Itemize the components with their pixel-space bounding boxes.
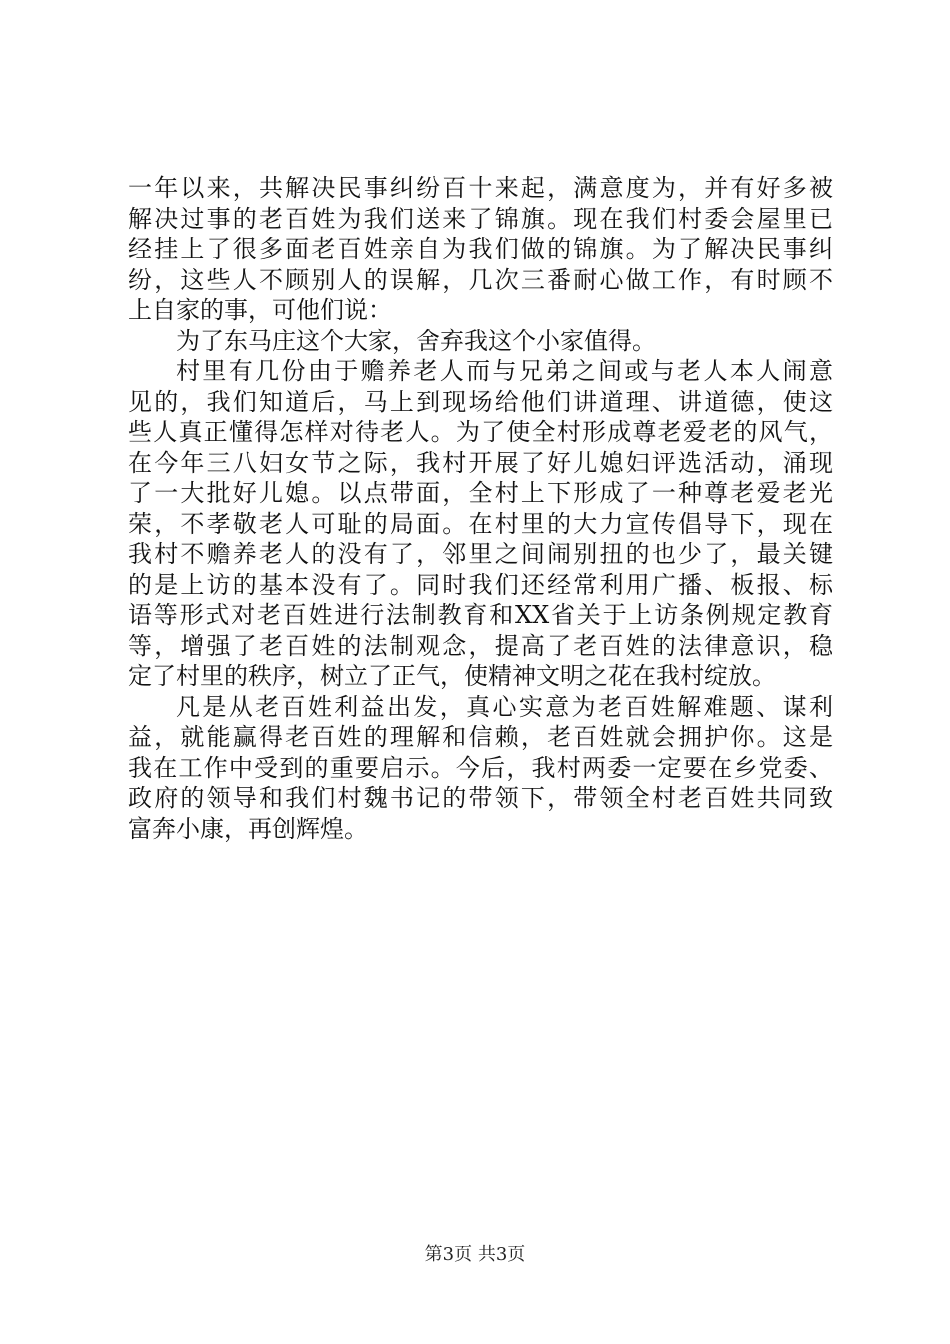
text-line: 了一大批好儿媳。以点带面，全村上下形成了一种尊老爱老光 [128, 479, 833, 507]
document-body [128, 173, 833, 844]
text-line: 为了东马庄这个大家，舍弃我这个小家值得。 [176, 326, 656, 355]
paragraph-2 [128, 326, 833, 357]
text-line: 在今年三八妇女节之际，我村开展了好儿媳妇评选活动，涌现 [128, 448, 833, 477]
text-line: 见的，我们知道后，马上到现场给他们讲道理、讲道德，使这 [128, 387, 833, 416]
text-line: 语等形式对老百姓进行法制教育和XX省关于上访条例规定教育 [128, 601, 833, 629]
text-line: 我村不赡养老人的没有了，邻里之间闹别扭的也少了，最关键 [128, 540, 833, 568]
paragraph-1 [128, 173, 833, 326]
paragraph-3 [128, 356, 833, 692]
text-line: 解决过事的老百姓为我们送来了锦旗。现在我们村委会屋里已 [128, 204, 833, 233]
text-line: 一年以来，共解决民事纠纷百十来起，满意度为，并有好多被 [128, 174, 833, 202]
text-line: 村里有几份由于赡养老人而与兄弟之间或与老人本人闹意 [176, 357, 833, 385]
text-line: 纷，这些人不顾别人的误解，几次三番耐心做工作，有时顾不 [128, 265, 833, 294]
text-line: 些人真正懂得怎样对待老人。为了使全村形成尊老爱老的风气， [128, 418, 833, 446]
text-line: 经挂上了很多面老百姓亲自为我们做的锦旗。为了解决民事纠 [128, 235, 833, 263]
text-line: 政府的领导和我们村魏书记的带领下，带领全村老百姓共同致 [128, 784, 833, 812]
text-line: 富奔小康，再创辉煌。 [128, 814, 368, 843]
text-line: 的是上访的基本没有了。同时我们还经常利用广播、板报、标 [128, 570, 833, 599]
text-line: 荣，不孝敬老人可耻的局面。在村里的大力宣传倡导下，现在 [128, 509, 833, 538]
paragraph-4 [128, 692, 833, 845]
text-line: 益，就能赢得老百姓的理解和信赖，老百姓就会拥护你。这是 [128, 723, 833, 751]
text-line: 上自家的事，可他们说： [128, 296, 392, 324]
page-footer [0, 1243, 950, 1267]
text-line: 定了村里的秩序，树立了正气，使精神文明之花在我村绽放。 [128, 662, 776, 690]
page-number: 第3页 共3页 [424, 1244, 526, 1265]
text-line: 等，增强了老百姓的法制观念，提高了老百姓的法律意识，稳 [128, 631, 833, 660]
text-line: 我在工作中受到的重要启示。今后，我村两委一定要在乡党委、 [128, 753, 833, 782]
text-line: 凡是从老百姓利益出发，真心实意为老百姓解难题、谋利 [176, 692, 833, 721]
